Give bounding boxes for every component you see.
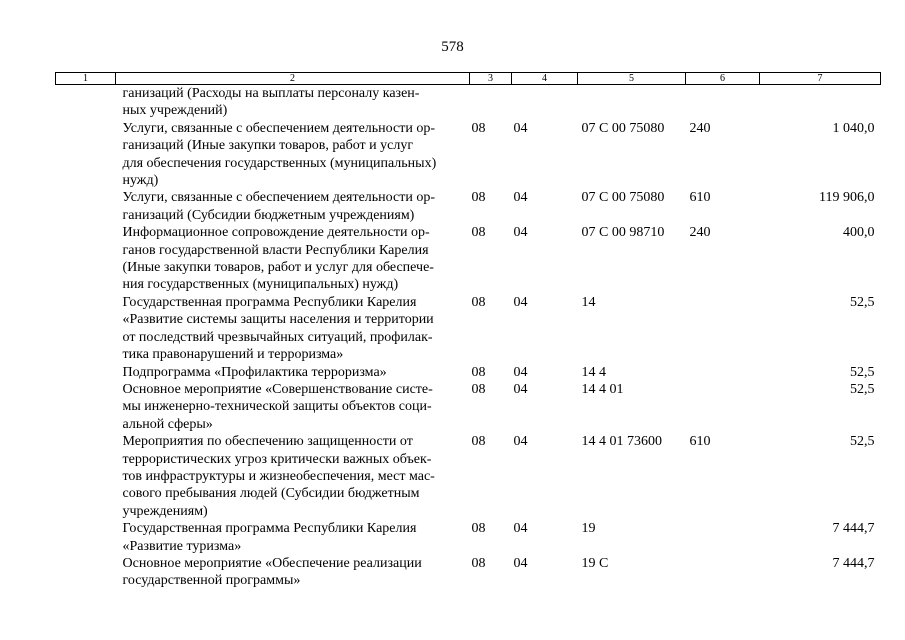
amount-value: 52,5 [850,434,875,450]
item-name: Подпрограмма «Профилактика терроризма» [122,364,387,380]
target-article-code: 14 4 01 [581,381,624,397]
subsection-code: 04 [513,120,528,136]
column-number-7: 7 [760,73,881,85]
target-article-code [578,85,686,120]
amount-value: 1 040,0 [832,120,875,136]
amount-value: 52,5 [850,381,875,397]
amount-value: 7 444,7 [832,521,875,537]
section-code: 08 [471,555,486,571]
column-number-6: 6 [686,73,760,85]
table-body [56,85,881,590]
section-code: 08 [471,364,486,380]
expense-type-code [686,520,760,555]
subsection-code: 04 [513,225,528,241]
table-row [56,189,881,224]
subsection-code: 04 [513,555,528,571]
row-number-cell [56,381,116,433]
table-row [56,224,881,294]
section-code [470,85,512,120]
item-name: ганизаций (Расходы на выплаты персоналу казен- ных учреждений) [122,86,420,119]
subsection-code: 04 [513,364,528,380]
target-article-code: 07 С 00 98710 [581,225,665,241]
table-row [56,520,881,555]
expense-type-code [686,381,760,433]
subsection-code: 04 [513,521,528,537]
column-number-5: 5 [578,73,686,85]
item-name: Государственная программа Республики Карелия «Развитие туризма» [122,521,417,554]
target-article-code: 19 [581,521,596,537]
target-article-code: 07 С 00 75080 [581,190,665,206]
row-number-cell [56,189,116,224]
column-number-row [56,73,881,85]
table-row [56,85,881,120]
expense-type-code [686,364,760,381]
subsection-code: 04 [513,190,528,206]
row-number-cell [56,520,116,555]
target-article-code: 14 4 01 73600 [581,434,662,450]
row-number-cell [56,364,116,381]
row-number-cell [56,294,116,364]
table-row [56,120,881,190]
expense-type-code [686,85,760,120]
page-number: 578 [441,39,464,55]
target-article-code: 14 4 [581,364,606,380]
subsection-code [512,85,578,120]
column-number-3: 3 [470,73,512,85]
row-number-cell [56,120,116,190]
amount-value: 400,0 [843,225,875,241]
section-code: 08 [471,190,486,206]
budget-table [55,72,881,590]
section-code: 08 [471,120,486,136]
table-row [56,381,881,433]
subsection-code: 04 [513,381,528,397]
expense-type-code: 240 [689,120,711,136]
expense-type-code: 610 [689,434,711,450]
item-name: Услуги, связанные с обеспечением деятельности ор- ганизаций (Субсидии бюджетным учреждениям) [122,190,435,223]
table-header [56,73,881,85]
section-code: 08 [471,381,486,397]
table-row [56,294,881,364]
amount-value: 52,5 [850,364,875,380]
target-article-code: 19 С [581,555,609,571]
target-article-code: 14 [581,294,596,310]
expense-type-code [686,294,760,364]
target-article-code: 07 С 00 75080 [581,120,665,136]
column-number-4: 4 [512,73,578,85]
section-code: 08 [471,521,486,537]
subsection-code: 04 [513,294,528,310]
amount-value: 52,5 [850,294,875,310]
item-name: Мероприятия по обеспечению защищенности от террористических угроз критически важных объек- тов инфраструктуры и жизнеобеспечения, мест мас- сового пребывания людей (Субсидии бюджетным учреждениям) [122,434,435,519]
table-row [56,433,881,520]
table-row [56,555,881,590]
table-row [56,364,881,381]
item-name: Услуги, связанные с обеспечением деятельности ор- ганизаций (Иные закупки товаров, работ и услуг для обеспечения государственных (муниципальных) нужд) [122,120,437,189]
amount-value: 7 444,7 [832,555,875,571]
item-name: Основное мероприятие «Совершенствование систе- мы инженерно-технической защиты объектов соци- альной сферы» [122,381,433,432]
expense-type-code: 610 [689,190,711,206]
row-number-cell [56,224,116,294]
expense-type-code [686,555,760,590]
expense-type-code: 240 [689,225,711,241]
item-name: Государственная программа Республики Карелия «Развитие системы защиты населения и территории от последствий чрезвычайных ситуаций, профилак- тика правонарушений и терроризма» [122,294,434,363]
column-number-1: 1 [56,73,116,85]
amount-value: 119 906,0 [819,190,875,206]
amount-value [760,85,881,120]
section-code: 08 [471,225,486,241]
column-number-2: 2 [116,73,470,85]
section-code: 08 [471,294,486,310]
row-number-cell [56,433,116,520]
row-number-cell [56,555,116,590]
item-name: Информационное сопровождение деятельности ор- ганов государственной власти Республики Карелия (Иные закупки товаров, работ и услуг для обеспече- ния государственных (муниципальных) нужд) [122,225,434,293]
subsection-code: 04 [513,434,528,450]
row-number-cell [56,85,116,120]
item-name: Основное мероприятие «Обеспечение реализации государственной программы» [122,555,422,589]
section-code: 08 [471,434,486,450]
